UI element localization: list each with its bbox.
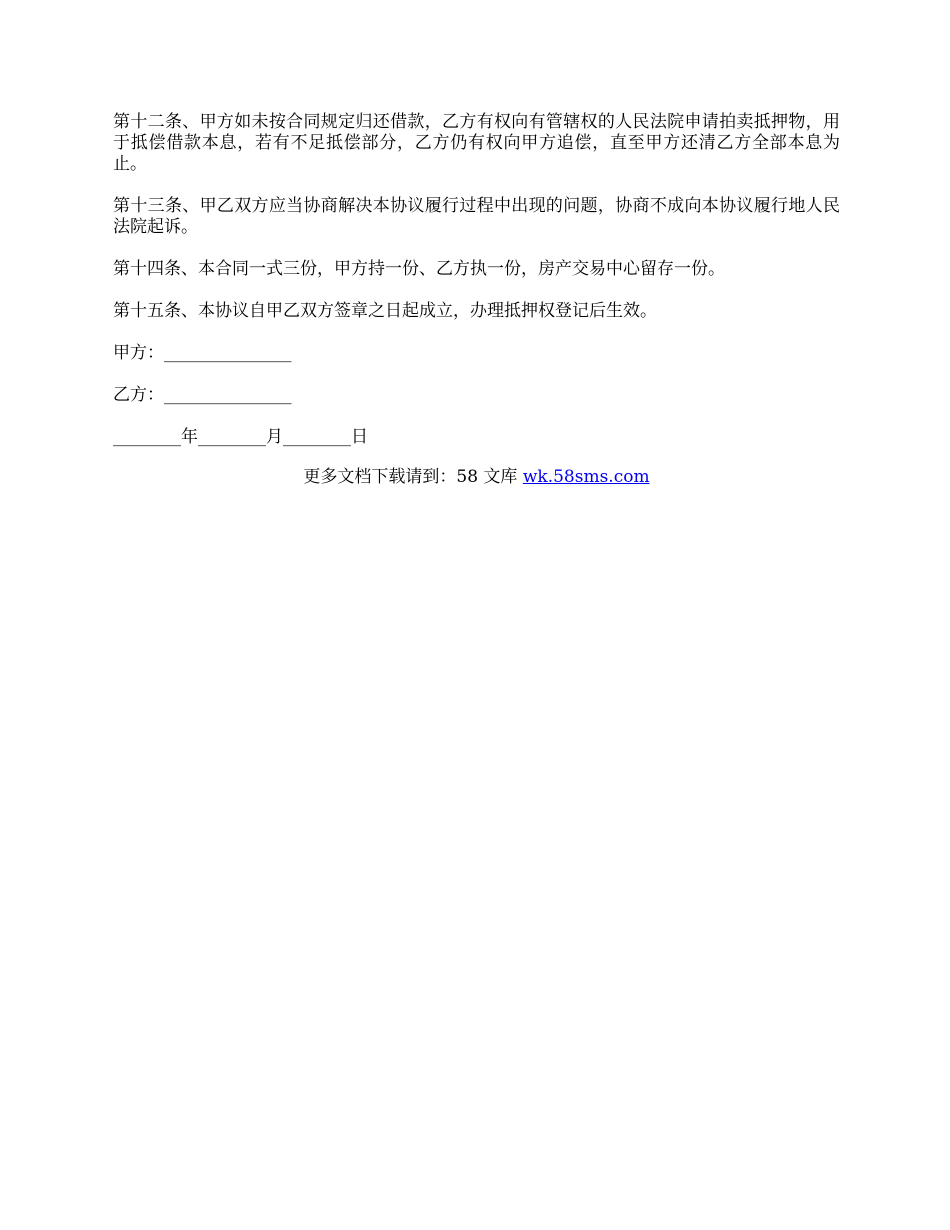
party-b-signature-line: 乙方：_______________ bbox=[113, 385, 292, 405]
clause-14: 第十四条、本合同一式三份，甲方持一份、乙方执一份，房产交易中心留存一份。 bbox=[113, 259, 725, 279]
footer-text: 更多文档下载请到：58 文库 bbox=[303, 467, 523, 487]
party-a-signature-line: 甲方：_______________ bbox=[113, 343, 292, 363]
clause-15: 第十五条、本协议自甲乙双方签章之日起成立，办理抵押权登记后生效。 bbox=[113, 301, 657, 321]
date-line: ________年________月________日 bbox=[113, 427, 368, 447]
footer-link[interactable]: wk.58sms.com bbox=[522, 467, 650, 487]
footer bbox=[113, 467, 840, 488]
document-page bbox=[113, 112, 840, 488]
clause-13: 第十三条、甲乙双方应当协商解决本协议履行过程中出现的问题，协商不成向本协议履行地人民法院起诉。 bbox=[113, 196, 840, 237]
clause-12: 第十二条、甲方如未按合同规定归还借款，乙方有权向有管辖权的人民法院申请拍卖抵押物，用于抵偿借款本息，若有不足抵偿部分，乙方仍有权向甲方追偿，直至甲方还清乙方全部本息为止。 bbox=[113, 112, 840, 174]
